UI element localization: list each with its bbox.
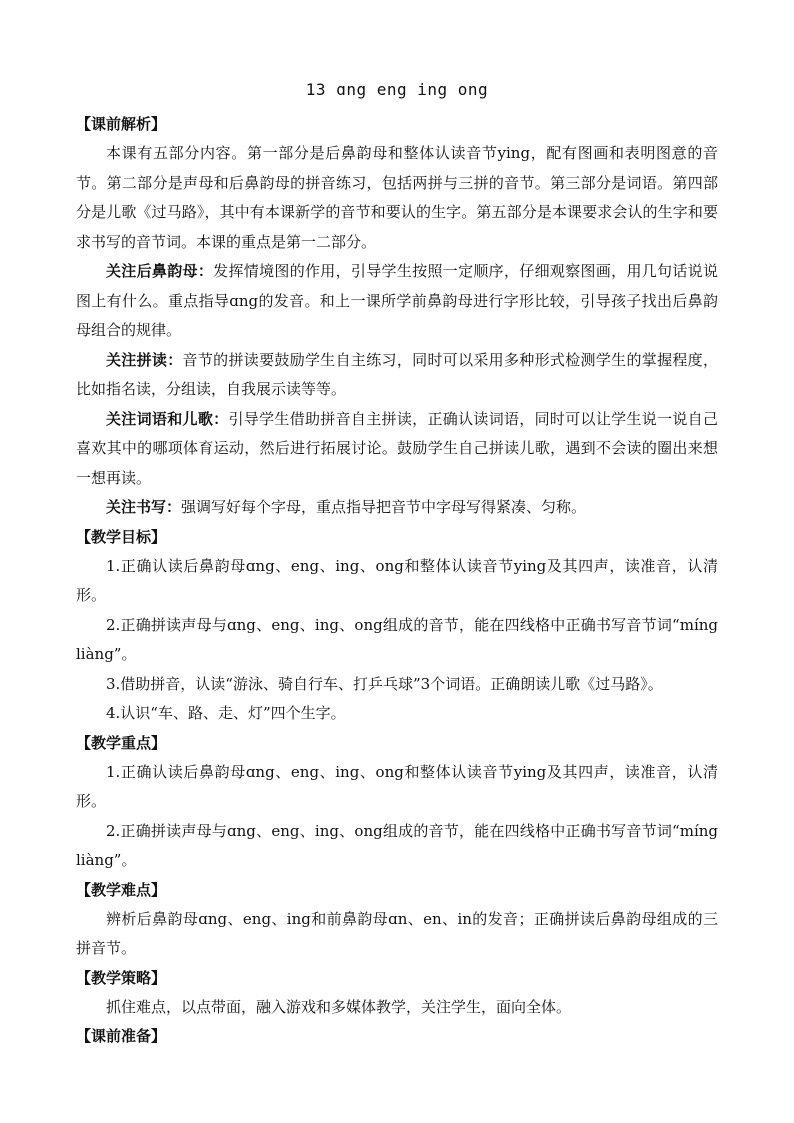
goal-item: 3.借助拼音，认读“游泳、骑自行车、打乒乓球”3个词语。正确朗读儿歌《过马路》。	[106, 674, 663, 693]
analysis-paragraph-4	[76, 405, 718, 494]
lesson-title: 13 ɑng eng ing ong	[305, 80, 489, 99]
key-point-item: 2.正确拼读声母与ɑng、eng、ing、ong组成的音节，能在四线格中正确书写音节词“míng liàng”。	[76, 821, 718, 869]
strategy-text: 抓住难点，以点带面，融入游戏和多媒体教学，关注学生，面向全体。	[106, 997, 572, 1016]
goal-item: 1.正确认读后鼻韵母ɑng、eng、ing、ong和整体认读音节ying及其四声，读准音，认清形。	[76, 556, 718, 604]
section-heading-difficulties: 【教学难点】	[76, 880, 167, 899]
analysis-paragraph-3	[76, 346, 718, 405]
key-point-item: 1.正确认读后鼻韵母ɑng、eng、ing、ong和整体认读音节ying及其四声，读准音，认清形。	[76, 762, 718, 810]
paragraph-text: 引导学生借助拼音自主拼读，正确认读词语，同时可以让学生说一说自己喜欢其中的哪项体育运动，然后进行拓展讨论。鼓励学生自己拼读儿歌，遇到不会读的圈出来想一想再读。	[76, 409, 718, 487]
section-heading-analysis: 【课前解析】	[76, 115, 167, 133]
paragraph-text: 音节的拼读要鼓励学生自主练习，同时可以采用多种形式检测学生的掌握程度，比如指名读，分组读，自我展示读等等。	[76, 350, 718, 398]
difficulties-text: 辨析后鼻韵母ɑng、eng、ing和前鼻韵母ɑn、en、in的发音；正确拼读后鼻韵母组成的三拼音节。	[76, 909, 718, 957]
paragraph-lead: 关注词语和儿歌：	[106, 409, 229, 428]
section-heading-strategy: 【教学策略】	[76, 968, 167, 987]
section-heading-goals: 【教学目标】	[76, 527, 167, 546]
paragraph-lead: 关注拼读：	[106, 350, 183, 369]
goal-item: 4.认识“车、路、走、灯”四个生字。	[106, 704, 346, 722]
paragraph-lead: 关注书写：	[106, 498, 182, 516]
goal-item: 2.正确拼读声母与ɑng、eng、ing、ong组成的音节，能在四线格中正确书写音节词“míng liàng”。	[76, 615, 718, 663]
paragraph-text: 强调写好每个字母，重点指导把音节中字母写得紧凑、匀称。	[181, 498, 587, 516]
analysis-paragraph-2	[76, 257, 718, 346]
section-heading-preparation: 【课前准备】	[76, 1027, 167, 1045]
paragraph-text: 发挥情境图的作用，引导学生按照一定顺序，仔细观察图画，用几句话说说图上有什么。重点指导ɑng的发音。和上一课所学前鼻韵母进行字形比较，引导孩子找出后鼻韵母组合的规律。	[76, 262, 718, 339]
analysis-paragraph-1: 本课有五部分内容。第一部分是后鼻韵母和整体认读音节ying，配有图画和表明图意的音节。第二部分是声母和后鼻韵母的拼音练习，包括两拼与三拼的音节。第三部分是词语。第四部分是儿歌《过马路》，其中有本课新学的音节和要认的生字。第五部分是本课要求会认的生字和要求书写的音节词。本课的重点是第一二部分。	[76, 144, 718, 251]
analysis-paragraph-5	[76, 493, 718, 523]
section-heading-key-points: 【教学重点】	[76, 733, 167, 752]
paragraph-lead: 关注后鼻韵母：	[106, 262, 214, 280]
document-body	[76, 110, 718, 1051]
